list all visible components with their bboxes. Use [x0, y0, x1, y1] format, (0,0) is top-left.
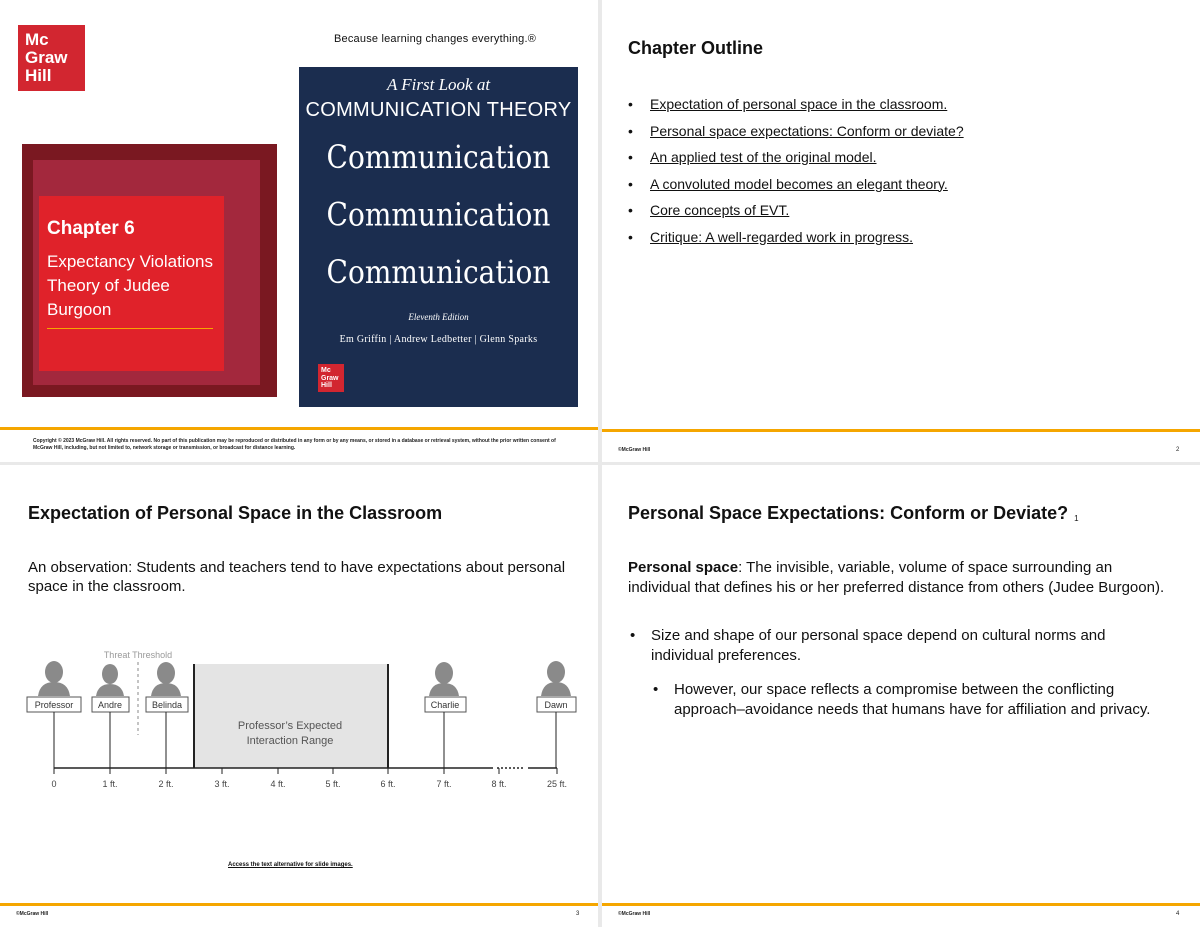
gold-divider	[0, 903, 598, 906]
axis-ticks	[51, 768, 567, 789]
book-edition: Eleventh Edition	[408, 312, 469, 322]
person-label: Charlie	[430, 700, 460, 710]
slide-title	[628, 503, 1079, 524]
slide-4-personal-space	[602, 465, 1200, 927]
logo-line-3: Hill	[25, 66, 52, 85]
range-label-1: Professor’s Expected	[237, 720, 343, 732]
observation-text: An observation: Students and teachers tend to have expectations about personal space in the classroom.	[28, 559, 566, 595]
slide-title: Expectation of Personal Space in the Classroom	[28, 503, 443, 523]
chapter-title: Expectancy Violations Theory of Judee Burgoon	[47, 252, 214, 319]
footer-copyright: ©McGraw Hill	[618, 447, 651, 453]
bullet-level-2: • However, our space reflects a compromise between the conflicting approach–avoidance needs that humans have for affiliation and privacy.	[651, 680, 1171, 720]
gold-divider	[602, 429, 1200, 432]
footer-copyright: ©McGraw Hill	[16, 911, 49, 917]
tick-label: 7 ft.	[436, 779, 452, 789]
title-footnote: 1	[1074, 514, 1079, 523]
tick-label: 6 ft.	[380, 779, 396, 789]
slide-3-classroom	[0, 465, 598, 927]
tagline: Because learning changes everything.®	[334, 33, 537, 45]
slide-2-outline	[602, 0, 1200, 462]
outline-link[interactable]: An applied test of the original model.	[650, 149, 877, 165]
book-cover-words	[299, 129, 578, 302]
cover-word-2: Communication	[326, 195, 551, 234]
page-number: 2	[1176, 447, 1180, 453]
tick-label: 0	[51, 779, 57, 789]
gold-divider	[0, 427, 598, 430]
tick-label: 8 ft.	[491, 779, 507, 789]
outline-item[interactable]	[628, 96, 964, 123]
cover-word-3: Communication	[326, 252, 551, 291]
outline-item[interactable]	[628, 176, 964, 203]
person-belinda	[146, 662, 188, 768]
tick-label: 2 ft.	[158, 779, 174, 789]
slide-title: Chapter Outline	[628, 38, 764, 58]
chapter-underline	[47, 328, 213, 329]
personal-space-diagram	[0, 640, 598, 840]
bullet-level-1: • Size and shape of our personal space depend on cultural norms and individual preferences.	[628, 626, 1168, 666]
tick-label: 5 ft.	[325, 779, 341, 789]
outline-item[interactable]	[628, 229, 964, 256]
book-cover	[299, 67, 578, 407]
interaction-range-area	[194, 664, 388, 768]
slide-1-title	[0, 0, 598, 462]
slide-title-text: Personal Space Expectations: Conform or Deviate?	[628, 503, 1069, 523]
person-andre	[92, 664, 129, 768]
outline-link[interactable]: Personal space expectations: Conform or deviate?	[650, 122, 964, 139]
person-label: Andre	[97, 700, 123, 710]
person-label: Belinda	[151, 700, 183, 710]
book-publisher-logo	[318, 364, 344, 392]
chapter-box	[39, 196, 224, 371]
definition-paragraph	[628, 558, 1168, 598]
threat-threshold-label: Threat Threshold	[103, 650, 173, 660]
person-professor	[27, 661, 81, 768]
book-authors: Em Griffin | Andrew Ledbetter | Glenn Sparks	[339, 334, 538, 345]
book-logo-line-2: Graw	[321, 374, 339, 382]
outline-list	[628, 96, 964, 255]
text-alternative-link[interactable]: Access the text alternative for slide images.	[228, 862, 353, 868]
outline-link[interactable]: A convoluted model becomes an elegant theory.	[650, 175, 948, 192]
gold-divider	[602, 903, 1200, 906]
tick-label: 25 ft.	[546, 779, 568, 789]
chapter-number: Chapter 6	[47, 218, 135, 239]
tick-label: 4 ft.	[270, 779, 286, 789]
person-label: Professor	[34, 700, 74, 710]
outline-item[interactable]	[628, 202, 964, 229]
person-dawn	[537, 661, 576, 768]
definition-term: Personal space	[628, 559, 739, 576]
tick-label: 3 ft.	[214, 779, 230, 789]
mcgraw-hill-logo	[18, 25, 85, 91]
footer-copyright: ©McGraw Hill	[618, 911, 651, 917]
book-top-line: A First Look at	[386, 75, 491, 94]
book-logo-line-3: Hill	[321, 382, 332, 389]
logo-line-1: Mc	[25, 30, 49, 49]
page-number: 3	[576, 911, 580, 917]
tick-label: 1 ft.	[102, 779, 118, 789]
page-number: 4	[1176, 911, 1180, 917]
book-logo-line-1: Mc	[321, 367, 331, 374]
range-label-2: Interaction Range	[246, 735, 334, 747]
outline-link[interactable]: Critique: A well-regarded work in progress.	[650, 228, 914, 245]
outline-item[interactable]	[628, 149, 964, 176]
outline-item[interactable]	[628, 123, 964, 150]
outline-link[interactable]: Expectation of personal space in the classroom.	[650, 96, 948, 112]
definition-text: : The invisible, variable, volume of space surrounding an individual that defines his or her preferred distance from others (Judee Burgoon).	[628, 559, 1165, 596]
book-main-title: COMMUNICATION THEORY	[305, 99, 572, 121]
outline-link[interactable]: Core concepts of EVT.	[650, 202, 790, 218]
cover-word-1: Communication	[326, 137, 551, 176]
logo-line-2: Graw	[25, 48, 68, 67]
person-charlie	[425, 662, 466, 768]
person-label: Dawn	[544, 700, 568, 710]
copyright-notice: Copyright © 2023 McGraw Hill. All rights reserved. No part of this publication may be reproduced or distributed in any form or by any means, or stored in a database or retrieval system, without the prior written consent of McGraw Hill, including, but not limited to, network storage or transmission, or broadcast for distance learning.	[33, 438, 556, 451]
